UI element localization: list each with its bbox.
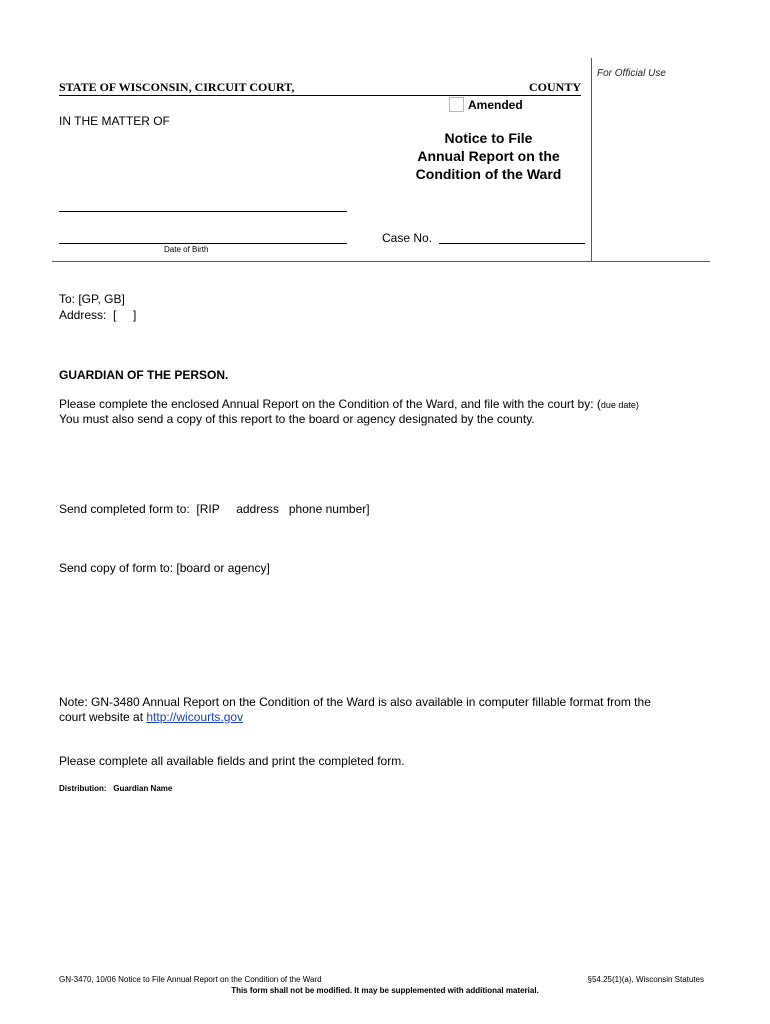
note-line-2-prefix: court website at [59, 710, 147, 724]
in-matter-of-label: IN THE MATTER OF [59, 114, 170, 128]
court-header-line [59, 79, 581, 96]
section-heading: GUARDIAN OF THE PERSON. [59, 368, 229, 382]
to-line: To: [GP, GB] [59, 292, 125, 306]
footer-form-id: GN-3470, 10/06 Notice to File Annual Report on the Condition of the Ward [59, 975, 322, 984]
official-use-label: For Official Use [597, 68, 666, 79]
title-line-2: Annual Report on the [417, 148, 560, 164]
instruction-second: You must also send a copy of this report to the board or agency designated by the county. [59, 412, 535, 426]
footer-notice: This form shall not be modified. It may be supplemented with additional material. [231, 986, 539, 995]
amended-checkbox[interactable] [449, 97, 464, 112]
due-date-hint: due date) [600, 400, 639, 410]
case-no-field[interactable] [439, 243, 585, 244]
ward-name-field[interactable] [59, 211, 347, 212]
date-of-birth-label: Date of Birth [164, 245, 209, 254]
send-copy-line: Send copy of form to: [board or agency] [59, 561, 270, 575]
wicourts-link[interactable]: http://wicourts.gov [146, 710, 244, 724]
send-completed-line: Send completed form to: [RIP address phone number] [59, 502, 370, 516]
footer-statute: §54.25(1)(a), Wisconsin Statutes [587, 975, 704, 984]
complete-fields-line: Please complete all available fields and print the completed form. [59, 754, 405, 768]
note-line-1: Note: GN-3480 Annual Report on the Condition of the Ward is also available in computer fillable format from the [59, 695, 651, 709]
amended-label: Amended [468, 98, 523, 112]
instruction-main-text: Please complete the enclosed Annual Report on the Condition of the Ward, and file with the court by: ( [59, 397, 601, 411]
official-use-divider [591, 58, 592, 261]
title-line-3: Condition of the Ward [415, 166, 562, 182]
date-of-birth-field[interactable] [59, 243, 347, 244]
state-court-label: STATE OF WISCONSIN, CIRCUIT COURT, [59, 80, 295, 94]
title-line-1: Notice to File [444, 130, 533, 146]
note-line-2 [59, 710, 243, 724]
case-no-label: Case No. [382, 231, 433, 245]
distribution-line: Distribution: Guardian Name [59, 784, 173, 793]
county-label: COUNTY [528, 80, 581, 94]
instruction-main [59, 397, 639, 411]
form-title [386, 129, 591, 183]
header-bottom-rule [52, 261, 710, 262]
address-line: Address: [ ] [59, 308, 137, 322]
